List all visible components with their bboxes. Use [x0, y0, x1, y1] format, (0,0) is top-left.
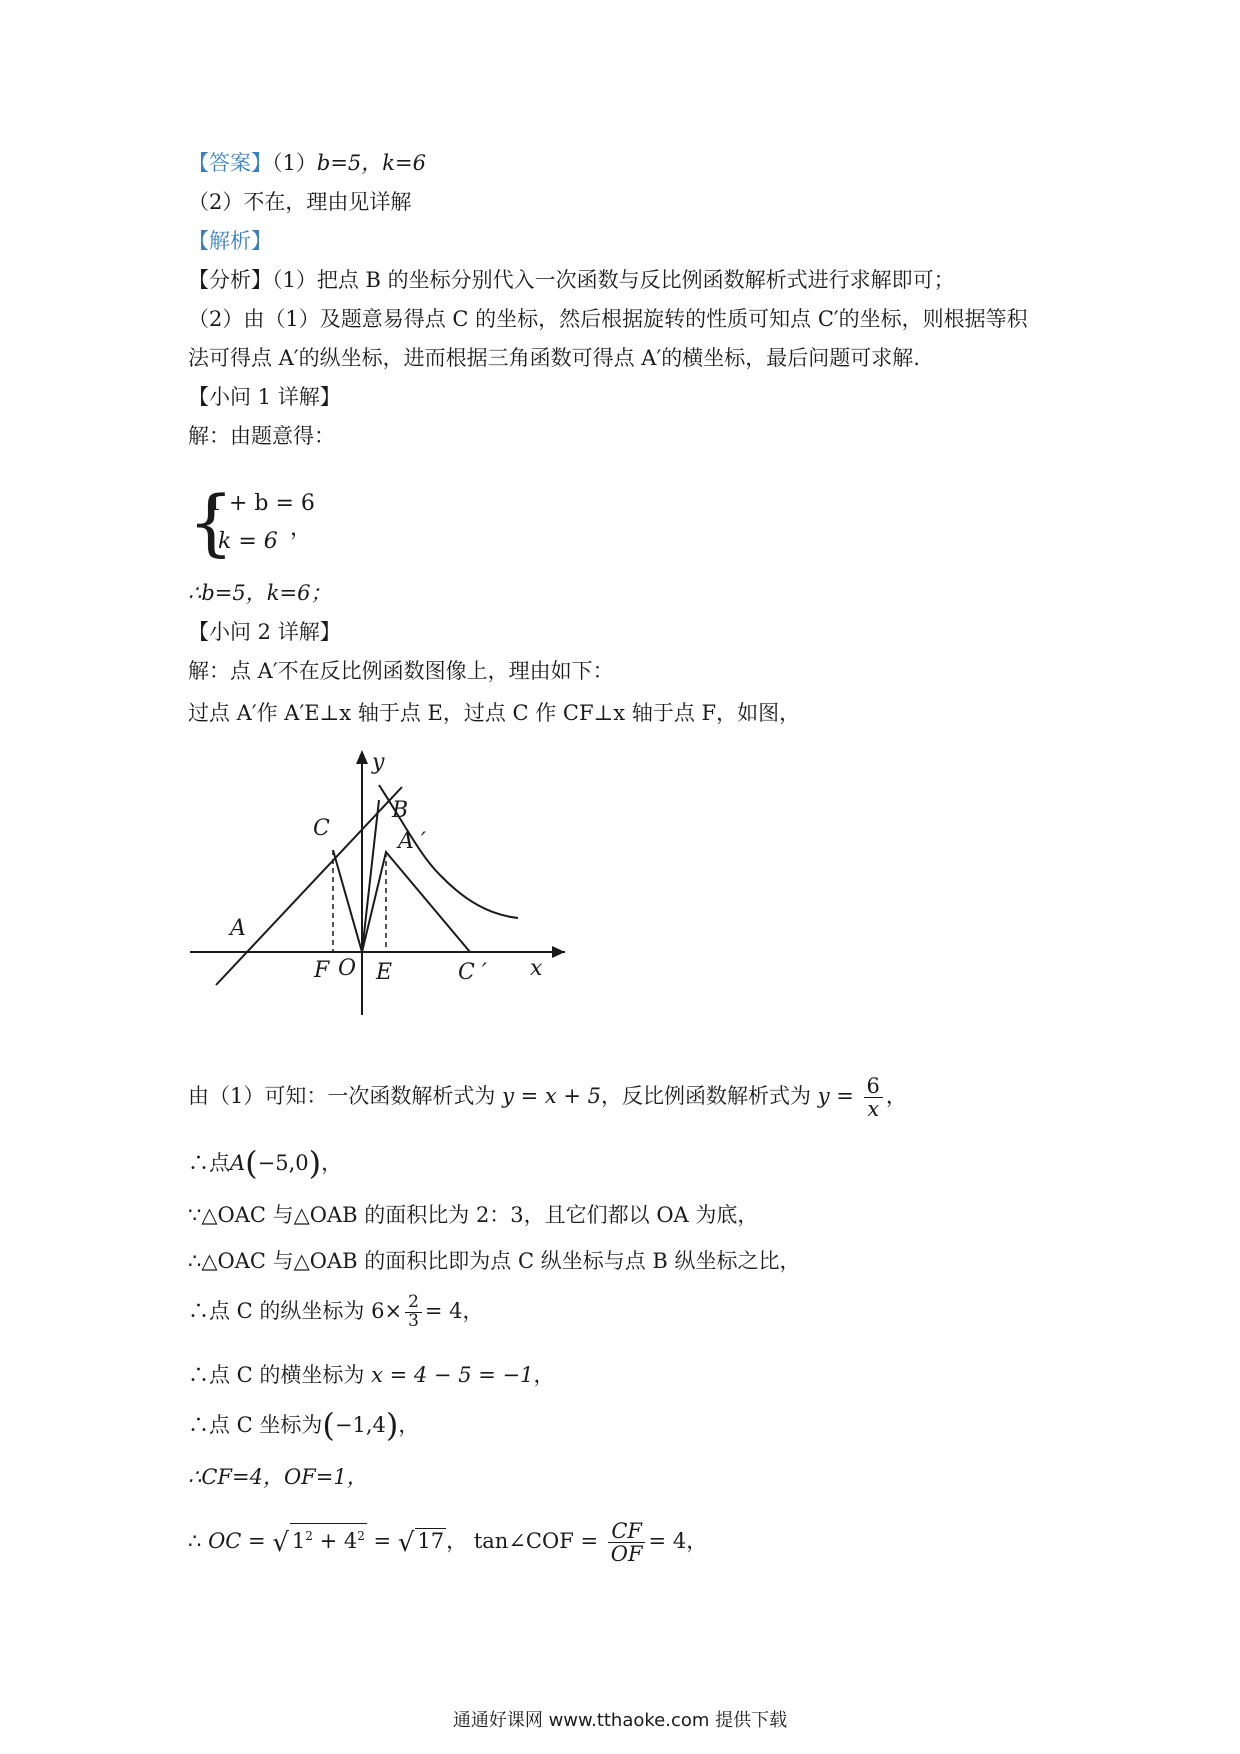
- y-axis-arrow: [356, 750, 368, 764]
- label-o: O: [338, 956, 357, 981]
- coordinate-figure: [180, 745, 580, 1020]
- step9-rad-plus: + 4: [312, 1529, 358, 1554]
- step6-end: ，: [533, 1363, 555, 1387]
- step9-sqrt17: 17: [417, 1529, 445, 1554]
- step9-frac-den: OF: [610, 1542, 643, 1567]
- system-eq2: k = 6: [218, 529, 278, 554]
- step9-eq17: =: [373, 1529, 392, 1554]
- step2-coord: −5,0: [257, 1151, 309, 1175]
- step1-inverse-lhs: y =: [817, 1084, 854, 1109]
- step2-end: ，: [321, 1151, 343, 1175]
- q1-heading: 【小问 1 详解】: [188, 385, 341, 409]
- fenxi-line1: 【分析】（1）把点 B 的坐标分别代入一次函数与反比例函数解析式进行求解即可；: [188, 268, 955, 292]
- step5-b: = 4: [424, 1298, 463, 1323]
- step9-tan: tan∠COF =: [473, 1529, 599, 1554]
- label-y: y: [372, 750, 385, 775]
- step7-coord: −1,4: [334, 1413, 386, 1437]
- q2-construct: 过点 A′作 A′E⊥x 轴于点 E，过点 C 作 CF⊥x 轴于点 F，如图，: [188, 701, 801, 725]
- step9-fraction: [608, 1520, 646, 1565]
- label-a: A: [230, 916, 246, 941]
- step1-frac-num: 6: [864, 1075, 883, 1098]
- analysis-tag: 【解析】: [188, 229, 272, 253]
- answer-part2: （2）不在，理由见详解: [188, 190, 412, 214]
- step9-pre: ∴: [188, 1529, 202, 1554]
- answer-part1-text: b=5，k=6: [316, 151, 426, 175]
- linear-function-line: [216, 787, 402, 985]
- step6-pre: ∴点 C 的横坐标为: [188, 1363, 365, 1387]
- label-c: C: [313, 816, 330, 841]
- x-axis-arrow: [552, 946, 565, 958]
- step3: ∵△OAC 与△OAB 的面积比为 2：3，且它们都以 OA 为底，: [188, 1203, 759, 1227]
- label-x: x: [530, 956, 543, 981]
- step7-pre: ∴点 C 坐标为: [188, 1413, 323, 1437]
- label-b: B: [392, 798, 409, 823]
- step9-rad-a: 1: [291, 1529, 306, 1554]
- step5-end: ，: [462, 1298, 484, 1323]
- step4: ∴△OAC 与△OAB 的面积比即为点 C 纵坐标与点 B 纵坐标之比，: [188, 1249, 801, 1273]
- label-e: E: [376, 960, 393, 985]
- step7: ∴点 C 坐标为(−1,4)，: [188, 1406, 420, 1444]
- label-c-prime: C ′: [458, 960, 487, 985]
- answer-tag: 【答案】: [188, 151, 272, 175]
- step8: ∴CF=4，OF=1，: [188, 1465, 368, 1489]
- step7-end: ，: [398, 1413, 420, 1437]
- step9: ∴ OC = √ $1^2 + 4^2$ = √ 17， tan∠COF = $\frac{CF}{OF}$ = 4，: [188, 1519, 708, 1567]
- label-a-prime: A ′: [398, 829, 426, 854]
- step5: [188, 1294, 484, 1331]
- q1-result: ∴b=5，k=6；: [188, 581, 332, 605]
- step5-pre: ∴点 C 的纵坐标为: [188, 1298, 365, 1323]
- step1-mid: ，反比例函数解析式为: [601, 1084, 812, 1109]
- answer-part1-prefix: （1）: [272, 151, 317, 175]
- step1-end: ，: [885, 1084, 907, 1109]
- step9-oc: OC =: [208, 1529, 266, 1554]
- step9-eq4: = 4: [648, 1529, 687, 1554]
- step5-fraction: [405, 1294, 422, 1331]
- triangle-oa-c-prime: [362, 852, 470, 952]
- page-footer: 通通好课网 www.tthaoke.com 提供下载: [452, 1710, 788, 1731]
- q2-intro: 解：点 A′不在反比例函数图像上，理由如下：: [188, 659, 614, 683]
- label-f: F: [314, 958, 330, 983]
- fenxi-line3: 法可得点 A′的纵坐标，进而根据三角函数可得点 A′的横坐标，最后问题可求解.: [188, 346, 920, 370]
- step2: ∴点A(−5,0)，: [188, 1144, 343, 1182]
- step1-frac-den: x: [867, 1097, 880, 1122]
- step9-frac-num: CF: [608, 1520, 645, 1543]
- system-comma: ，: [290, 516, 313, 541]
- step1: [188, 1075, 907, 1120]
- step5-frac-num: 2: [405, 1294, 422, 1313]
- step5-a: 6×: [371, 1298, 403, 1323]
- fenxi-line2: （2）由（1）及题意易得点 C 的坐标，然后根据旋转的性质可知点 C′的坐标，则根据等积: [188, 307, 1028, 331]
- step1-linear-eq: y = x + 5: [502, 1084, 602, 1109]
- step1-fraction: [864, 1075, 883, 1120]
- step9-end: ，: [686, 1529, 708, 1554]
- triangle-oc-ob: [333, 800, 379, 952]
- step9-comma: ，: [446, 1529, 468, 1554]
- q2-heading: 【小问 2 详解】: [188, 620, 341, 644]
- equation-system: [188, 480, 328, 565]
- q1-intro: 解：由题意得：: [188, 424, 335, 448]
- step2-pre: ∴点: [188, 1151, 230, 1175]
- answer-line: [188, 148, 426, 178]
- brace-symbol: {: [188, 480, 234, 564]
- step5-frac-den: 3: [408, 1310, 419, 1331]
- step2-point: A: [230, 1151, 246, 1175]
- step9-radicand: $1^2 + 4^2$: [290, 1523, 367, 1553]
- step1-pre: 由（1）可知：一次函数解析式为: [188, 1084, 496, 1109]
- system-eq1: 1 + b = 6: [208, 491, 315, 516]
- step6: [188, 1360, 554, 1390]
- step6-eq: x = 4 − 5 = −1: [371, 1363, 534, 1387]
